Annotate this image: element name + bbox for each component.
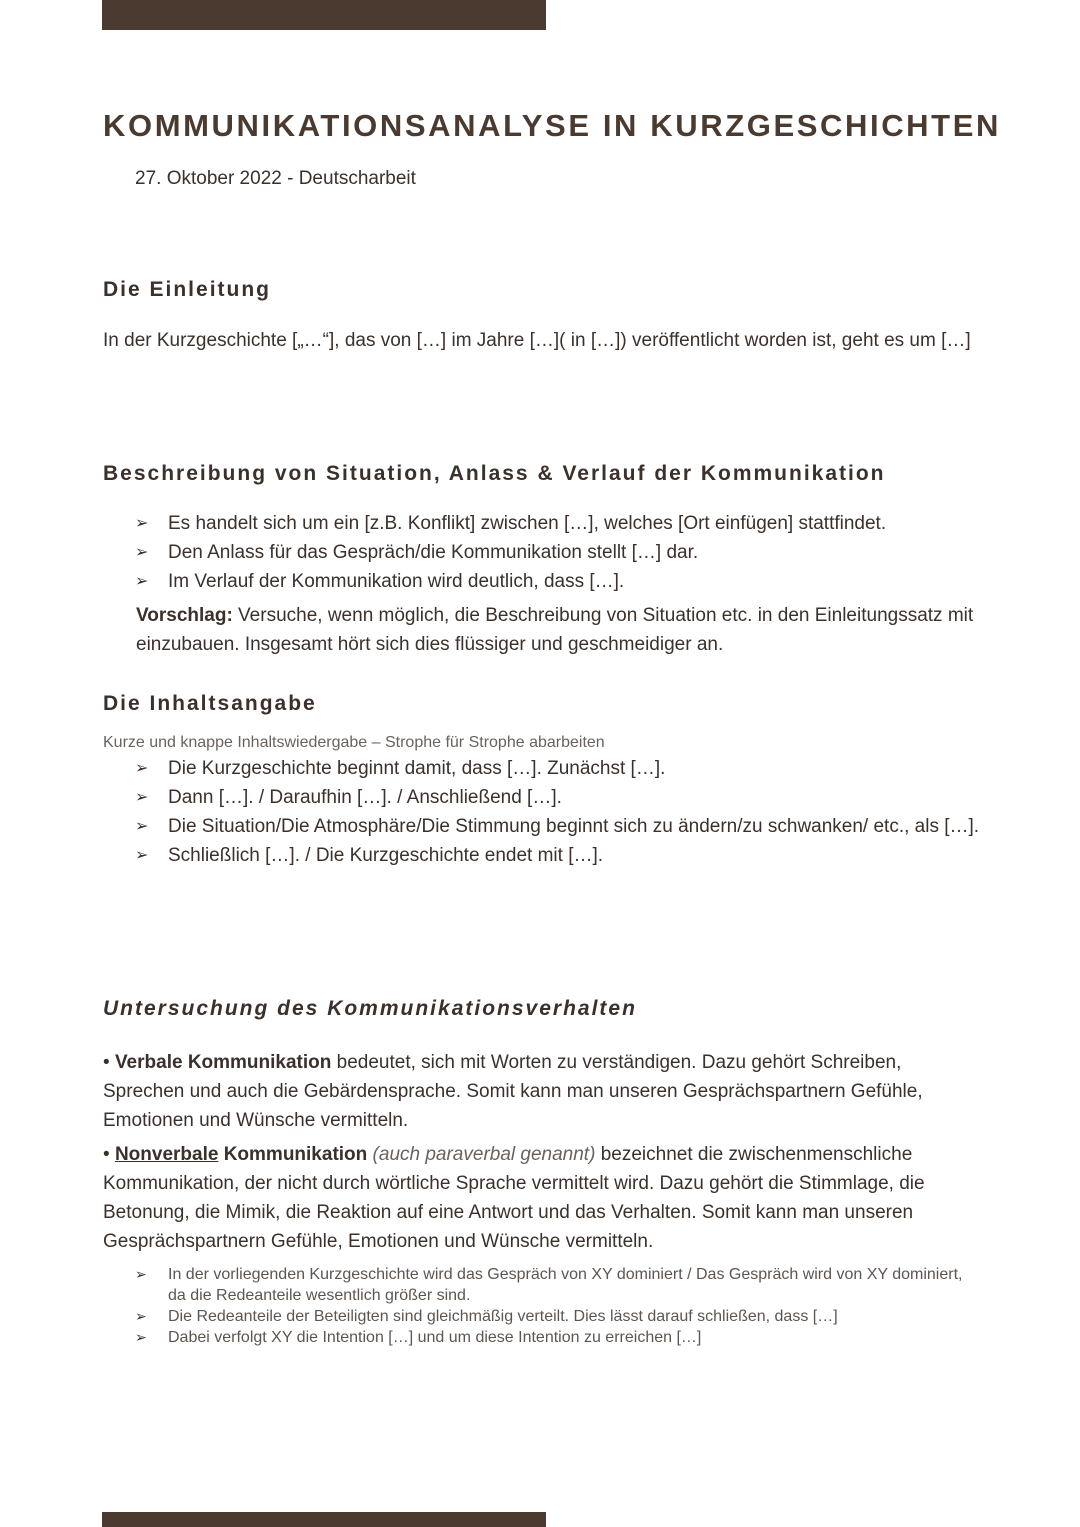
verbal-term: Verbale Kommunikation (114, 1052, 332, 1073)
arrow-bullet-icon: ➢ (135, 515, 149, 532)
list-item: ➢ Es handelt sich um ein [z.B. Konflikt] zwischen […], welches [Ort einfügen] stattfindet. (103, 509, 983, 538)
arrow-bullet-icon: ➢ (135, 1266, 147, 1282)
list-item: ➢ Im Verlauf der Kommunikation wird deutlich, dass […]. (103, 567, 983, 596)
list-item: ➢ Die Kurzgeschichte beginnt damit, dass […]. Zunächst […]. (103, 754, 983, 783)
list-item: ➢ Dabei verfolgt XY die Intention […] und um diese Intention zu erreichen […] (135, 1329, 702, 1346)
beschreibung-list (103, 509, 983, 596)
arrow-bullet-icon: ➢ (135, 544, 149, 561)
arrow-bullet-icon: ➢ (135, 789, 149, 806)
arrow-bullet-icon: ➢ (135, 1308, 147, 1324)
list-item: ➢ Schließlich […]. / Die Kurzgeschichte endet mit […]. (103, 841, 983, 870)
nonverbal-aside: (auch paraverbal genannt) (367, 1144, 596, 1165)
arrow-bullet-icon: ➢ (135, 1329, 147, 1345)
heading-untersuchung: Untersuchung des Kommunikationsverhalten (103, 997, 637, 1020)
list-item: ➢ Dann […]. / Daraufhin […]. / Anschließend […]. (103, 783, 983, 812)
inhaltsangabe-note: Kurze und knappe Inhaltswiedergabe – Strophe für Strophe abarbeiten (103, 734, 605, 751)
vorschlag-note: Vorschlag: Versuche, wenn möglich, die Beschreibung von Situation etc. in den Einleitungssatz mit einzubauen. Insgesamt hört sich dies flüssiger und geschmeidiger an. (136, 605, 974, 655)
arrow-bullet-icon: ➢ (135, 818, 149, 835)
untersuchung-list (103, 1264, 983, 1348)
vorschlag-label: Vorschlag: (136, 605, 233, 626)
list-item: ➢ In der vorliegenden Kurzgeschichte wird das Gespräch von XY dominiert / Das Gespräch wird von XY dominiert, da die Redeanteile wesentlich größer sind. (135, 1266, 963, 1304)
section-untersuchung (103, 997, 983, 1348)
bottom-decor-bar (102, 1512, 546, 1527)
page-subtitle: 27. Oktober 2022 - Deutscharbeit (135, 168, 416, 189)
nonverbal-term: Nonverbale (114, 1144, 219, 1165)
heading-inhaltsangabe: Die Inhaltsangabe (103, 692, 317, 715)
list-item: ➢ Die Situation/Die Atmosphäre/Die Stimmung beginnt sich zu ändern/zu schwanken/ etc., als […]. (103, 812, 983, 841)
section-inhaltsangabe (103, 692, 983, 870)
top-decor-bar (102, 0, 546, 30)
inhaltsangabe-list (103, 754, 983, 870)
arrow-bullet-icon: ➢ (135, 847, 149, 864)
nonverbal-paragraph: • Nonverbale Kommunikation (auch paraverbal genannt) bezeichnet die zwischenmenschliche Kommunikation, der nicht durch wörtliche Sprache vermittelt wird. Dazu gehört die Stimmlage, die Betonung, die Mimik, die Reaktion auf eine Antwort und das Verhalten. Somit kann man unseren Gesprächspartnern Gefühle, Emotionen und Wünsche vermitteln. (103, 1144, 925, 1252)
arrow-bullet-icon: ➢ (135, 573, 149, 590)
list-item: ➢ Den Anlass für das Gespräch/die Kommunikation stellt […] dar. (103, 538, 983, 567)
heading-einleitung: Die Einleitung (103, 278, 272, 301)
list-item: ➢ Die Redeanteile der Beteiligten sind gleichmäßig verteilt. Dies lässt darauf schließen, dass […] (135, 1308, 838, 1325)
section-beschreibung (103, 462, 983, 659)
einleitung-text: In der Kurzgeschichte [„…“], das von […] im Jahre […]( in […]) veröffentlicht worden ist, geht es um […] (103, 330, 971, 351)
section-einleitung (103, 278, 983, 355)
verbal-paragraph: • Verbale Kommunikation bedeutet, sich mit Worten zu verständigen. Dazu gehört Schreiben, Sprechen und auch die Gebärdensprache. Somit kann man unseren Gesprächspartnern Gefühle, Emotionen und Wünsche vermitteln. (103, 1052, 923, 1131)
heading-beschreibung: Beschreibung von Situation, Anlass & Verlauf der Kommunikation (103, 462, 886, 485)
page-title: KOMMUNIKATIONSANALYSE IN KURZGESCHICHTEN (103, 108, 1001, 143)
arrow-bullet-icon: ➢ (135, 760, 149, 777)
